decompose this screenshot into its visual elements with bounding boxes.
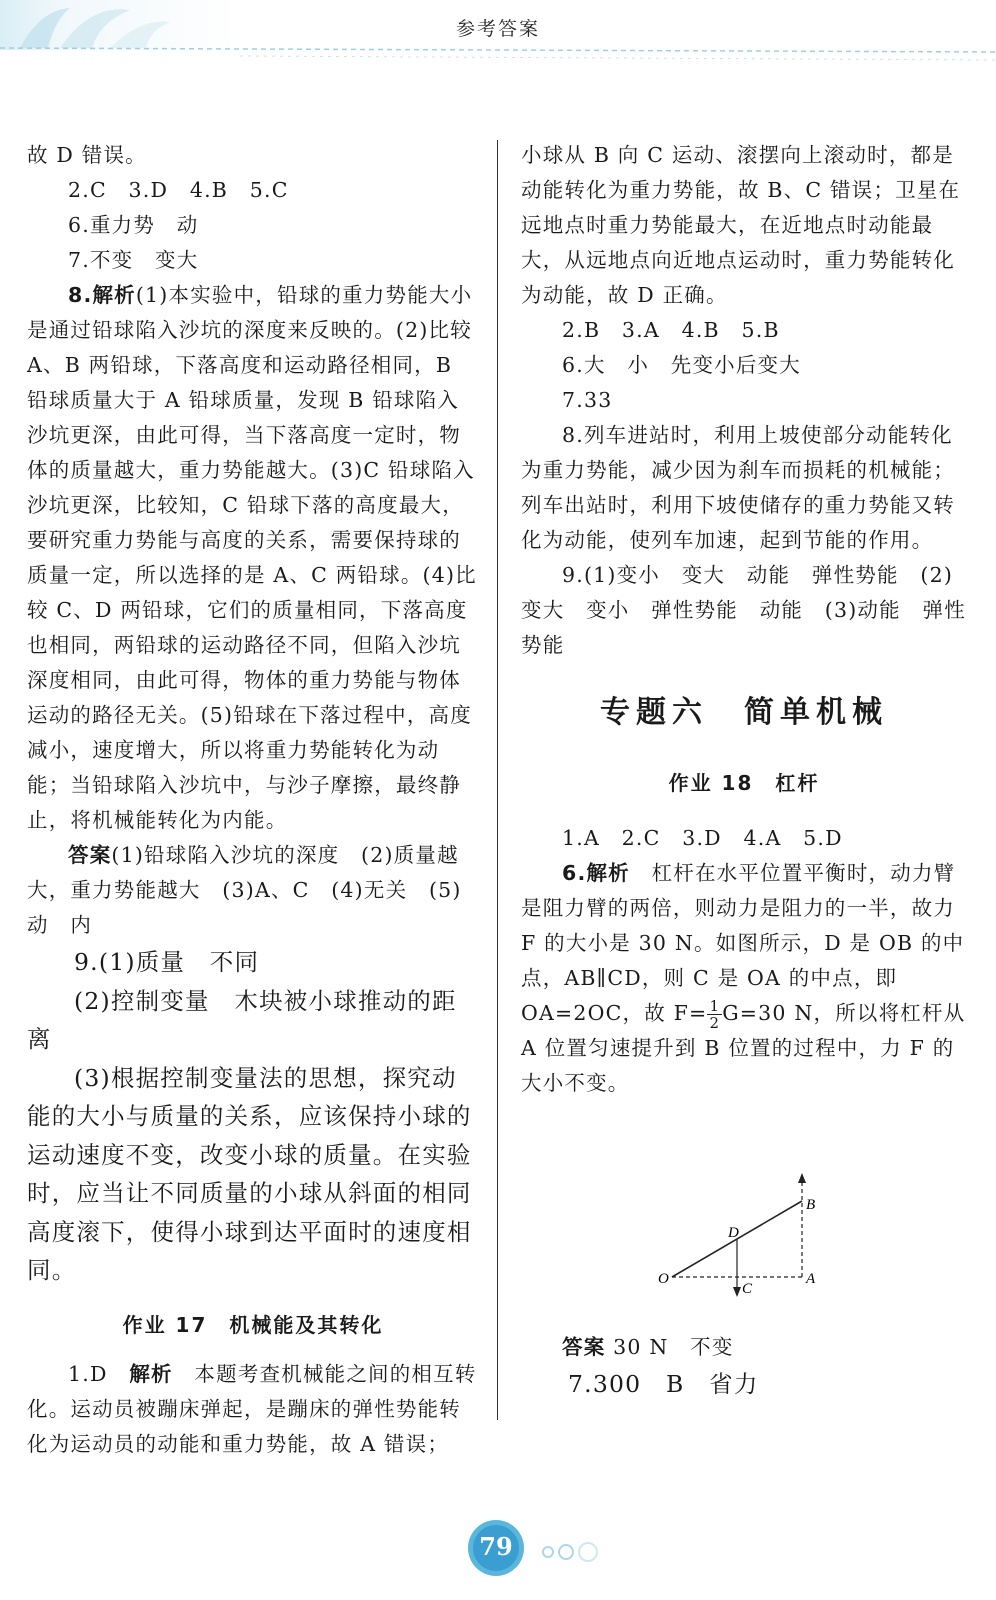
answer-line: 6.大 小 先变小后变大 [562, 353, 801, 377]
q9-part3: (3)根据控制变量法的思想，探究动能的大小与质量的关系，应该保持小球的运动速度不变，改变小球的质量。在实验时，应当让不同质量的小球从斜面的相同高度滚下，使得小球到达平面时的速度相同。 [27, 1063, 472, 1284]
column-divider [497, 140, 498, 1420]
hw18-title: 作业 18 杠杆 [668, 771, 820, 795]
q6-text-b: G=30 N，所以将杠杆从 A 位置匀速提升到 B 位置的过程中，力 F 的大小不变。 [521, 1001, 966, 1095]
fraction [707, 998, 722, 1031]
lever-diagram [640, 1165, 870, 1315]
q9-part2: (2)控制变量 木块被小球推动的距离 [27, 986, 457, 1053]
answer-line: 6.重力势 动 [68, 213, 199, 237]
answer-label: 答案 [562, 1335, 606, 1359]
label-a: A [806, 1271, 816, 1287]
hw17-q1-text: 本题考查机械能之间的相互转化。运动员被蹦床弹起，是蹦床的弹性势能转化为运动员的动能和重力势能，故 A 错误； [27, 1361, 477, 1456]
answer-line: 7.不变 变大 [68, 248, 199, 272]
hw17-title: 作业 17 机械能及其转化 [122, 1312, 384, 1337]
q9-text: 9.(1)变小 变大 动能 弹性势能 (2)变大 变小 弹性势能 动能 (3)动能 弹性势能 [521, 563, 966, 657]
fraction-numerator: 1 [709, 997, 721, 1015]
answer-text: (1)铅球陷入沙坑的深度 (2)质量越大，重力势能越大 (3)A、C (4)无关 (5)动 内 [27, 843, 462, 937]
answer-line: 7.33 [562, 388, 613, 412]
q8-text: (1)本实验中，铅球的重力势能大小是通过铅球陷入沙坑的深度来反映的。(2)比较 A、B 两铅球，下落高度和运动路径相同，B 铅球质量大于 A 铅球质量，发现 B 铅球陷入沙坑更深，由此可得，当下落高度一定时，物体的质量越大，重力势能越大。(3)C 铅球陷入沙坑更深，比较知，C 铅球下落的高度最大，要研究重力势能与高度的关系，需要保持球的质量一定，所以选择的是 A、C 两铅球。(4)比较 C、D 两铅球，它们的质量相同，下落高度也相同，两铅球的运动路径不同，但陷入沙坑深度相同，由此可得，物体的重力势能与物体运动的路径无关。(5)铅球在下落过程中，高度减小，速度增大，所以将重力势能转化为动能；当铅球陷入沙坑中，与沙子摩擦，最终静止，将机械能转化为内能。 [27, 283, 477, 832]
q9-part1: 9.(1)质量 不同 [74, 948, 260, 976]
answer-line: 2.C 3.D 4.B 5.C [68, 178, 289, 202]
q8-analysis [27, 278, 479, 838]
answer-label: 答案 [68, 843, 112, 867]
hw17-q1-label: 解析 [129, 1361, 173, 1386]
label-o: O [658, 1271, 669, 1287]
arrow-up-icon [798, 1173, 806, 1183]
header-title: 参考答案 [455, 18, 540, 40]
answer-line: 2.B 3.A 4.B 5.B [562, 318, 780, 342]
hw17-q1-num: 1.D [68, 1361, 108, 1386]
q8-text: 8.列车进站时，利用上坡使部分动能转化为重力势能，减少因为刹车而损耗的机械能；列车出站时，利用下坡使储存的重力势能又转化为动能，使列车加速，起到节能的作用。 [521, 423, 955, 552]
q6-analysis [521, 856, 967, 1101]
q7-answer: 7.300 B 省力 [568, 1370, 759, 1398]
label-b: B [806, 1197, 816, 1213]
q8-answer [27, 838, 479, 943]
q8-label: 8.解析 [68, 283, 136, 307]
text-line: 故 D 错误。 [27, 143, 147, 167]
label-d: D [728, 1225, 739, 1241]
page-header [0, 0, 996, 62]
q6-label: 6.解析 [562, 861, 630, 885]
answer-line: 1.A 2.C 3.D 4.A 5.D [562, 826, 843, 850]
label-c: C [742, 1281, 753, 1297]
hw17-q1 [27, 1357, 479, 1462]
arrow-down-icon [733, 1287, 741, 1297]
answer-text: 30 N 不变 [613, 1335, 734, 1359]
page-number: 79 [479, 1532, 513, 1561]
continued-text: 小球从 B 向 C 运动、滚摆向上滚动时，都是动能转化为重力势能，故 B、C 错误；卫星在远地点时重力势能最大，在近地点时动能最大，从远地点向近地点运动时，重力势能转化为动能，故 D 正确。 [521, 143, 961, 307]
fraction-denominator: 2 [709, 1014, 721, 1032]
right-column-bottom [521, 1330, 967, 1404]
left-column [27, 138, 479, 1462]
q6-answer [521, 1330, 967, 1365]
right-column [521, 138, 967, 1101]
topic-title: 专题六 简单机械 [600, 695, 888, 730]
decorative-dots [540, 1538, 610, 1568]
q6-text-a: 杠杆在水平位置平衡时，动力臂是阻力臂的两倍，则动力是阻力的一半，故力 F 的大小是 30 N。如图所示，D 是 OB 的中点，AB∥CD，则 C 是 OA 的中点，即 OA=2OC，故 F= [521, 861, 965, 1025]
